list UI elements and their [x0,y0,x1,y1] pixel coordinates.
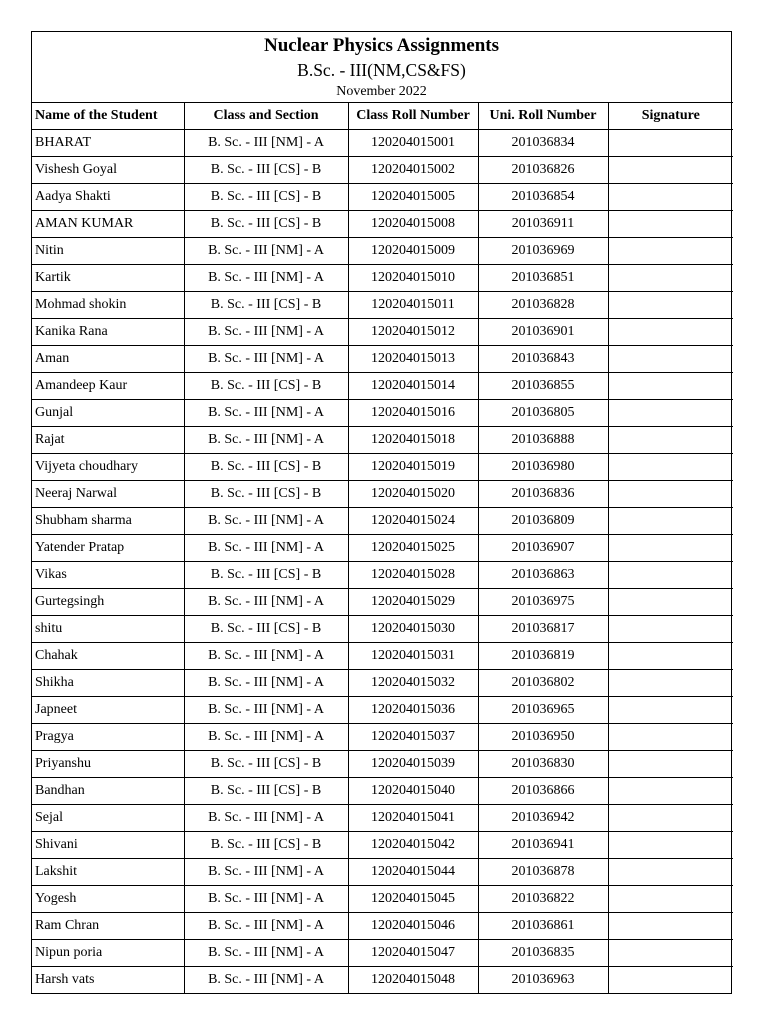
table-row [32,724,733,751]
uni-roll-cell: 201036866 [478,778,608,805]
table-row [32,778,733,805]
class-roll-cell: 120204015047 [348,940,478,967]
student-name-cell: Neeraj Narwal [32,481,184,508]
student-name-cell: Pragya [32,724,184,751]
class-section-cell: B. Sc. - III [NM] - A [184,670,348,697]
student-table [32,102,733,993]
student-name-cell: Nitin [32,238,184,265]
uni-roll-cell: 201036843 [478,346,608,373]
student-name-cell: Rajat [32,427,184,454]
table-row [32,319,733,346]
table-header-row [32,103,733,130]
class-section-cell: B. Sc. - III [NM] - A [184,724,348,751]
class-section-cell: B. Sc. - III [CS] - B [184,832,348,859]
class-section-cell: B. Sc. - III [CS] - B [184,481,348,508]
class-roll-cell: 120204015005 [348,184,478,211]
uni-roll-cell: 201036969 [478,238,608,265]
class-section-cell: B. Sc. - III [CS] - B [184,454,348,481]
uni-roll-cell: 201036963 [478,967,608,994]
uni-roll-cell: 201036802 [478,670,608,697]
class-section-cell: B. Sc. - III [NM] - A [184,805,348,832]
class-section-cell: B. Sc. - III [NM] - A [184,697,348,724]
document-title: Nuclear Physics Assignments [263,35,500,56]
class-section-cell: B. Sc. - III [NM] - A [184,967,348,994]
signature-cell [608,751,733,778]
signature-cell [608,670,733,697]
signature-cell [608,454,733,481]
signature-cell [608,346,733,373]
class-roll-cell: 120204015013 [348,346,478,373]
class-section-cell: B. Sc. - III [NM] - A [184,535,348,562]
class-roll-cell: 120204015031 [348,643,478,670]
signature-cell [608,400,733,427]
document-date: November 2022 [336,84,427,99]
class-roll-cell: 120204015001 [348,130,478,157]
class-section-cell: B. Sc. - III [CS] - B [184,157,348,184]
signature-cell [608,130,733,157]
class-roll-cell: 120204015025 [348,535,478,562]
signature-cell [608,778,733,805]
class-section-cell: B. Sc. - III [CS] - B [184,373,348,400]
class-roll-cell: 120204015046 [348,913,478,940]
table-row [32,481,733,508]
class-roll-cell: 120204015008 [348,211,478,238]
uni-roll-cell: 201036863 [478,562,608,589]
uni-roll-cell: 201036965 [478,697,608,724]
signature-cell [608,427,733,454]
signature-cell [608,184,733,211]
student-name-cell: Amandeep Kaur [32,373,184,400]
class-section-cell: B. Sc. - III [CS] - B [184,616,348,643]
uni-roll-cell: 201036907 [478,535,608,562]
column-header-signature: Signature [608,103,733,130]
table-row [32,643,733,670]
attendance-sheet [31,31,732,994]
table-row [32,697,733,724]
uni-roll-cell: 201036805 [478,400,608,427]
table-row [32,940,733,967]
student-name-cell: Kanika Rana [32,319,184,346]
class-roll-cell: 120204015030 [348,616,478,643]
class-roll-cell: 120204015039 [348,751,478,778]
student-name-cell: Harsh vats [32,967,184,994]
signature-cell [608,724,733,751]
student-name-cell: Mohmad shokin [32,292,184,319]
uni-roll-cell: 201036835 [478,940,608,967]
student-name-cell: BHARAT [32,130,184,157]
table-row [32,616,733,643]
uni-roll-cell: 201036975 [478,589,608,616]
class-section-cell: B. Sc. - III [NM] - A [184,859,348,886]
student-name-cell: Shikha [32,670,184,697]
class-roll-cell: 120204015045 [348,886,478,913]
class-roll-cell: 120204015040 [348,778,478,805]
class-section-cell: B. Sc. - III [NM] - A [184,319,348,346]
student-name-cell: Lakshit [32,859,184,886]
class-roll-cell: 120204015012 [348,319,478,346]
class-section-cell: B. Sc. - III [CS] - B [184,211,348,238]
class-section-cell: B. Sc. - III [NM] - A [184,940,348,967]
table-row [32,157,733,184]
signature-cell [608,832,733,859]
class-section-cell: B. Sc. - III [NM] - A [184,130,348,157]
signature-cell [608,913,733,940]
signature-cell [608,265,733,292]
signature-cell [608,886,733,913]
student-name-cell: Vikas [32,562,184,589]
uni-roll-cell: 201036861 [478,913,608,940]
student-name-cell: Yatender Pratap [32,535,184,562]
table-row [32,184,733,211]
class-section-cell: B. Sc. - III [NM] - A [184,346,348,373]
uni-roll-cell: 201036878 [478,859,608,886]
signature-cell [608,697,733,724]
class-section-cell: B. Sc. - III [CS] - B [184,562,348,589]
signature-cell [608,481,733,508]
table-row [32,670,733,697]
class-section-cell: B. Sc. - III [NM] - A [184,238,348,265]
table-row [32,535,733,562]
class-section-cell: B. Sc. - III [CS] - B [184,778,348,805]
table-row [32,805,733,832]
student-name-cell: Bandhan [32,778,184,805]
class-roll-cell: 120204015024 [348,508,478,535]
uni-roll-cell: 201036809 [478,508,608,535]
class-section-cell: B. Sc. - III [NM] - A [184,265,348,292]
class-section-cell: B. Sc. - III [NM] - A [184,400,348,427]
student-name-cell: Shivani [32,832,184,859]
class-roll-cell: 120204015016 [348,400,478,427]
class-roll-cell: 120204015036 [348,697,478,724]
student-name-cell: Vijyeta choudhary [32,454,184,481]
table-row [32,967,733,994]
column-header-uni-roll: Uni. Roll Number [478,103,608,130]
class-section-cell: B. Sc. - III [NM] - A [184,508,348,535]
uni-roll-cell: 201036855 [478,373,608,400]
table-row [32,751,733,778]
signature-cell [608,859,733,886]
table-row [32,913,733,940]
class-section-cell: B. Sc. - III [NM] - A [184,886,348,913]
uni-roll-cell: 201036901 [478,319,608,346]
uni-roll-cell: 201036911 [478,211,608,238]
uni-roll-cell: 201036941 [478,832,608,859]
uni-roll-cell: 201036836 [478,481,608,508]
column-header-class-roll: Class Roll Number [348,103,478,130]
class-roll-cell: 120204015010 [348,265,478,292]
student-name-cell: AMAN KUMAR [32,211,184,238]
uni-roll-cell: 201036822 [478,886,608,913]
signature-cell [608,211,733,238]
signature-cell [608,157,733,184]
class-roll-cell: 120204015002 [348,157,478,184]
signature-cell [608,508,733,535]
student-name-cell: Shubham sharma [32,508,184,535]
uni-roll-cell: 201036826 [478,157,608,184]
class-roll-cell: 120204015018 [348,427,478,454]
class-section-cell: B. Sc. - III [CS] - B [184,292,348,319]
uni-roll-cell: 201036819 [478,643,608,670]
class-roll-cell: 120204015048 [348,967,478,994]
signature-cell [608,319,733,346]
table-row [32,373,733,400]
uni-roll-cell: 201036888 [478,427,608,454]
table-row [32,427,733,454]
document-subtitle: B.Sc. - III(NM,CS&FS) [297,60,466,80]
class-section-cell: B. Sc. - III [NM] - A [184,427,348,454]
student-name-cell: Vishesh Goyal [32,157,184,184]
uni-roll-cell: 201036828 [478,292,608,319]
uni-roll-cell: 201036854 [478,184,608,211]
class-section-cell: B. Sc. - III [NM] - A [184,589,348,616]
column-header-name: Name of the Student [32,103,184,130]
uni-roll-cell: 201036950 [478,724,608,751]
student-name-cell: Aman [32,346,184,373]
student-name-cell: Yogesh [32,886,184,913]
class-roll-cell: 120204015020 [348,481,478,508]
uni-roll-cell: 201036817 [478,616,608,643]
student-name-cell: Gunjal [32,400,184,427]
signature-cell [608,940,733,967]
table-row [32,130,733,157]
uni-roll-cell: 201036980 [478,454,608,481]
signature-cell [608,562,733,589]
signature-cell [608,643,733,670]
signature-cell [608,967,733,994]
class-section-cell: B. Sc. - III [CS] - B [184,751,348,778]
student-name-cell: Kartik [32,265,184,292]
class-roll-cell: 120204015009 [348,238,478,265]
column-header-section: Class and Section [184,103,348,130]
table-row [32,238,733,265]
student-name-cell: Ram Chran [32,913,184,940]
signature-cell [608,805,733,832]
table-row [32,454,733,481]
uni-roll-cell: 201036834 [478,130,608,157]
student-name-cell: Aadya Shakti [32,184,184,211]
class-section-cell: B. Sc. - III [CS] - B [184,184,348,211]
class-roll-cell: 120204015041 [348,805,478,832]
class-roll-cell: 120204015029 [348,589,478,616]
table-row [32,859,733,886]
student-name-cell: Gurtegsingh [32,589,184,616]
student-name-cell: Priyanshu [32,751,184,778]
student-name-cell: shitu [32,616,184,643]
table-row [32,400,733,427]
class-roll-cell: 120204015044 [348,859,478,886]
table-row [32,562,733,589]
student-name-cell: Japneet [32,697,184,724]
table-row [32,886,733,913]
class-section-cell: B. Sc. - III [NM] - A [184,643,348,670]
class-roll-cell: 120204015028 [348,562,478,589]
table-row [32,292,733,319]
class-roll-cell: 120204015011 [348,292,478,319]
signature-cell [608,616,733,643]
class-roll-cell: 120204015032 [348,670,478,697]
sheet-header [32,32,731,102]
table-row [32,508,733,535]
student-name-cell: Sejal [32,805,184,832]
signature-cell [608,373,733,400]
student-name-cell: Chahak [32,643,184,670]
class-roll-cell: 120204015042 [348,832,478,859]
student-name-cell: Nipun poria [32,940,184,967]
class-section-cell: B. Sc. - III [NM] - A [184,913,348,940]
table-row [32,589,733,616]
class-roll-cell: 120204015014 [348,373,478,400]
table-body [32,130,733,994]
signature-cell [608,238,733,265]
class-roll-cell: 120204015037 [348,724,478,751]
signature-cell [608,589,733,616]
signature-cell [608,292,733,319]
table-row [32,832,733,859]
table-row [32,265,733,292]
uni-roll-cell: 201036942 [478,805,608,832]
uni-roll-cell: 201036851 [478,265,608,292]
table-row [32,346,733,373]
class-roll-cell: 120204015019 [348,454,478,481]
table-row [32,211,733,238]
signature-cell [608,535,733,562]
uni-roll-cell: 201036830 [478,751,608,778]
